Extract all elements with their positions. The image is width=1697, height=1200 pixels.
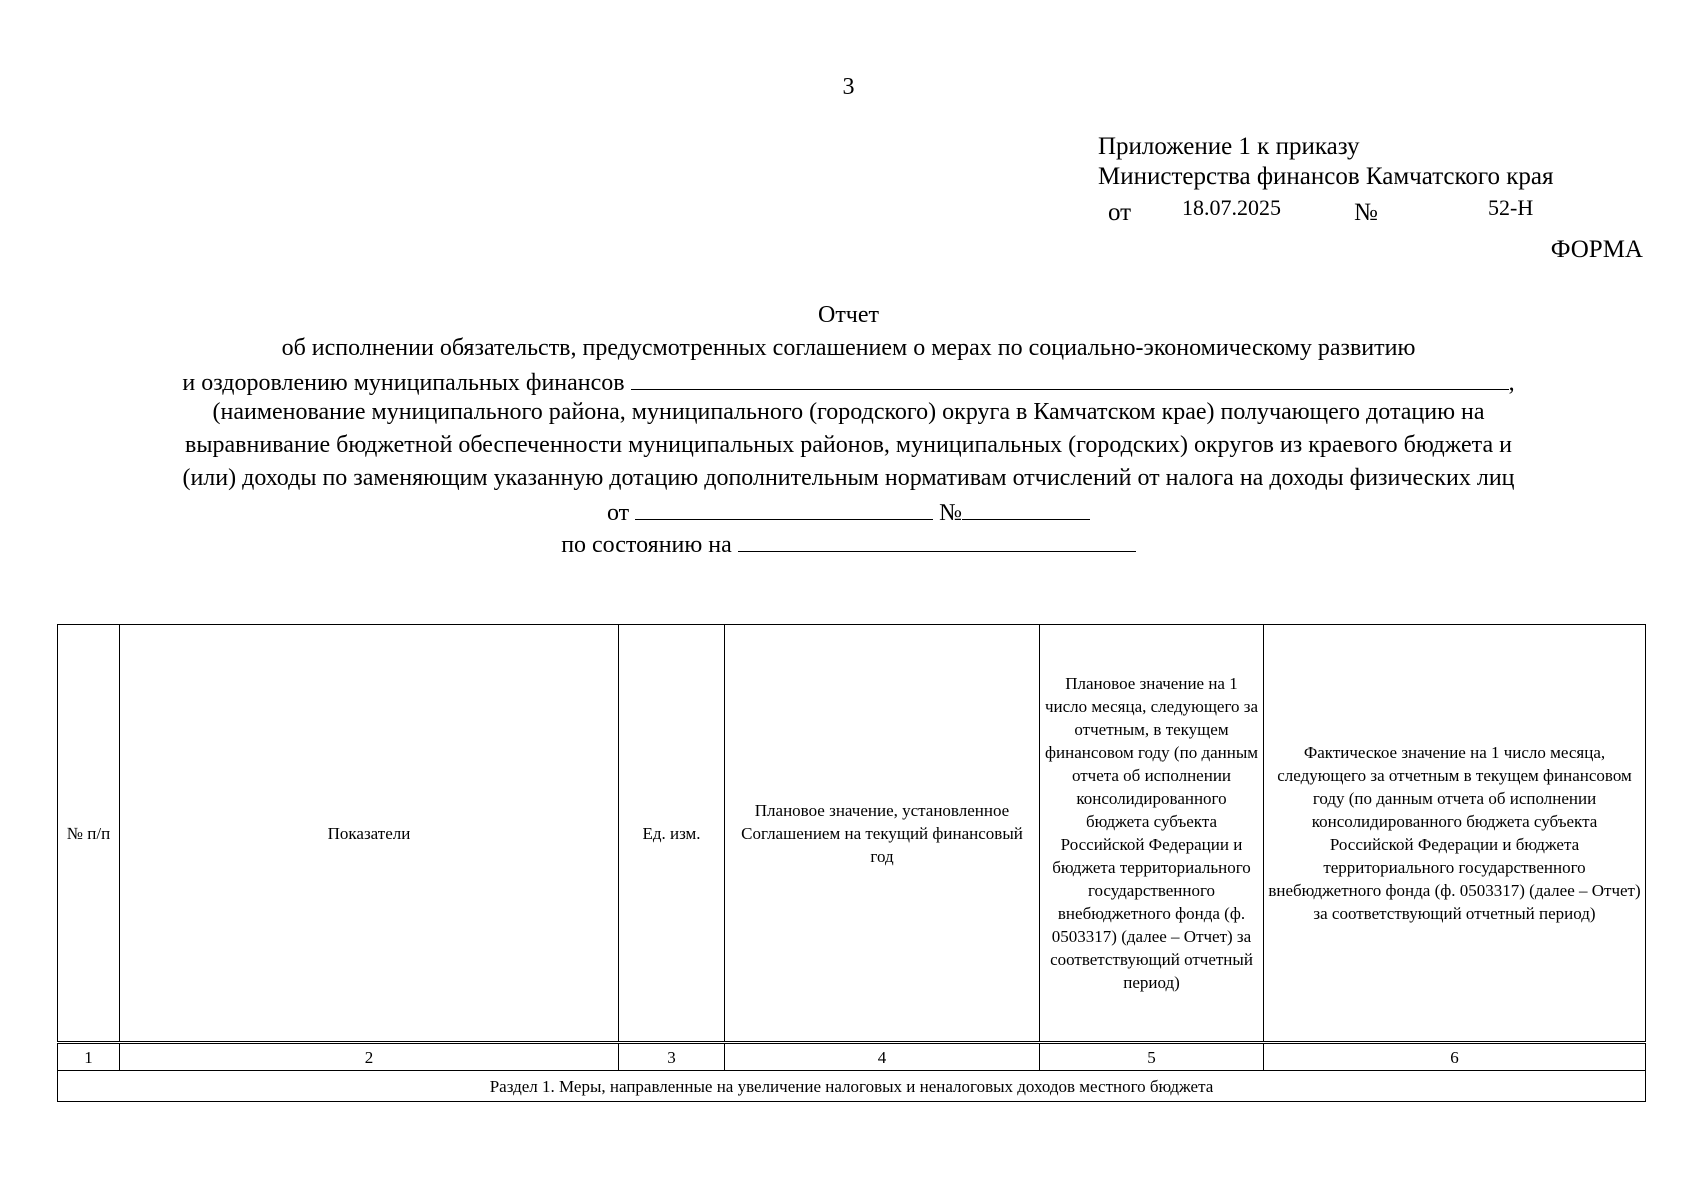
order-date: 18.07.2025 [1182,195,1281,220]
report-title: Отчет [817,302,880,328]
form-label: ФОРМА [1550,236,1643,263]
report-subtitle-line-6: (или) доходы по заменяющим указанную дотацию дополнительным нормативам отчислений от налога на доходы физических лиц [182,465,1515,491]
page-number: 3 [842,74,855,100]
report-subtitle-line-2: об исполнении обязательств, предусмотренных соглашением о мерах по социально-экономическому развитию [281,335,1416,361]
header-indicators: Показатели [120,625,619,1043]
report-table [57,624,1646,1102]
column-number-4: 4 [725,1043,1040,1071]
column-number-2: 2 [120,1043,619,1071]
report-subtitle-line-4: (наименование муниципального района, муниципального (городского) округа в Камчатском крае) получающего дотацию на [212,399,1485,425]
column-number-5: 5 [1040,1043,1264,1071]
column-number-6: 6 [1264,1043,1646,1071]
as-of-date-field[interactable] [738,529,1136,552]
appendix-line-1: Приложение 1 к приказу [1098,133,1360,160]
appendix-line-2: Министерства финансов Камчатского края [1098,163,1554,190]
municipality-name-field[interactable] [631,367,1509,390]
agreement-number-sign: № [939,500,963,526]
table-header-row [58,625,1646,1043]
header-unit: Ед. изм. [619,625,725,1043]
comma: , [1508,370,1515,396]
municipal-finances-label: и оздоровлению муниципальных финансов [182,370,625,396]
header-planned-agreement: Плановое значение, установленное Соглашением на текущий финансовый год [725,625,1040,1043]
column-numbers-row [58,1043,1646,1071]
agreement-from-label: от [606,500,630,526]
column-number-1: 1 [58,1043,120,1071]
header-planned-monthly: Плановое значение на 1 число месяца, следующего за отчетным, в текущем финансовом году (по данным отчета об исполнении консолидированного бюджета субъекта Российской Федерации и бюджета территориального государственного внебюджетного фонда (ф. 0503317) (далее – Отчет) за соответствующий отчетный период) [1040,625,1264,1043]
agreement-date-number-line [0,497,1697,527]
column-number-3: 3 [619,1043,725,1071]
section-row [58,1071,1646,1102]
order-number: 52-Н [1488,195,1534,220]
header-row-number: № п/п [58,625,120,1043]
report-subtitle-line-3 [0,367,1697,397]
section-1-title: Раздел 1. Меры, направленные на увеличение налоговых и неналоговых доходов местного бюджета [58,1071,1646,1102]
as-of-line [0,529,1697,559]
agreement-number-field[interactable] [962,497,1090,520]
report-subtitle-line-5: выравнивание бюджетной обеспеченности муниципальных районов, муниципальных (городских) округов из краевого бюджета и [185,432,1512,458]
appendix-from-label: от [1108,199,1132,226]
header-actual-monthly: Фактическое значение на 1 число месяца, следующего за отчетным в текущем финансовом году (по данным отчета об исполнении консолидированного бюджета субъекта Российской Федерации и бюджета территориального государственного внебюджетного фонда (ф. 0503317) (далее – Отчет) за соответствующий отчетный период) [1264,625,1646,1043]
as-of-label: по состоянию на [561,532,732,558]
appendix-number-sign: № [1354,199,1378,226]
agreement-date-field[interactable] [635,497,933,520]
